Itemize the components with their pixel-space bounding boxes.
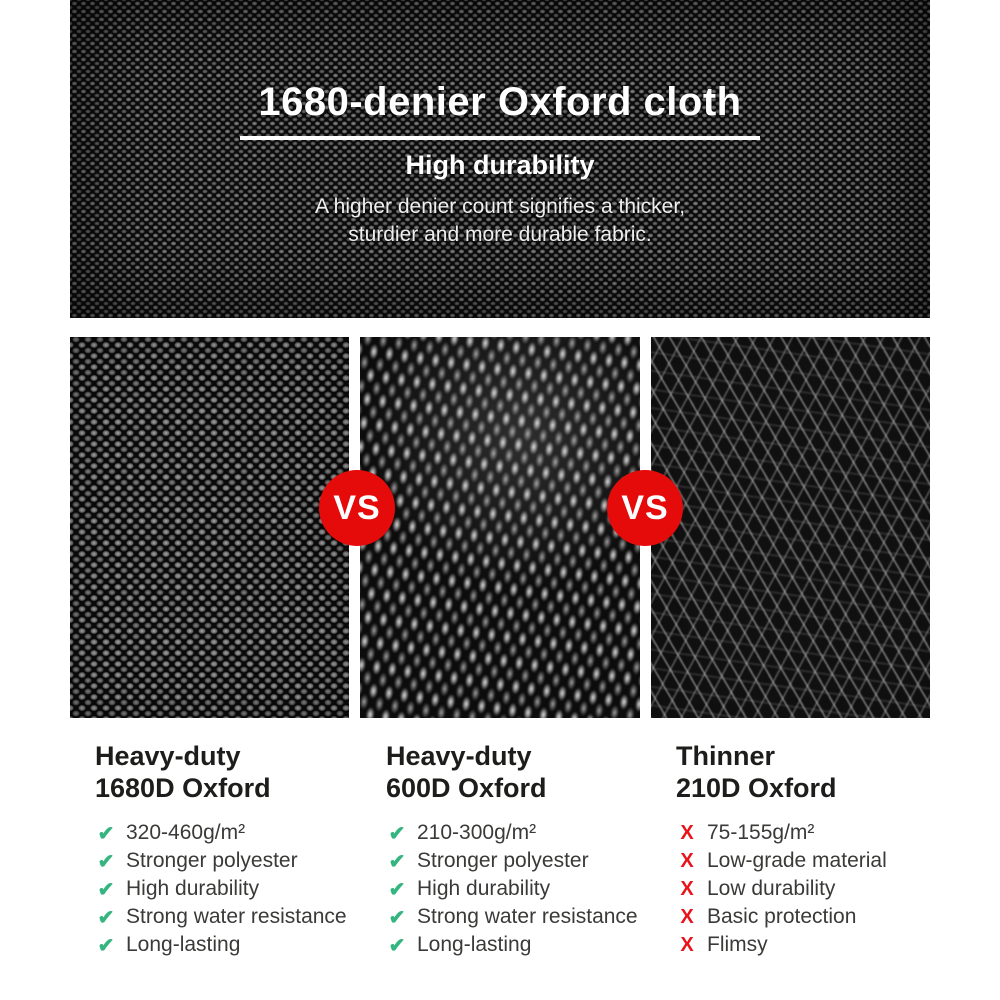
fabric-texture-210d — [651, 337, 930, 718]
column-heading-line1: Heavy-duty — [386, 741, 532, 771]
check-icon: ✔ — [388, 906, 406, 929]
fabric-swatch-1680d — [70, 337, 349, 718]
fabric-texture-1680d — [70, 337, 349, 718]
column-600d-oxford — [386, 740, 676, 959]
vs-badge-2-label: VS — [621, 488, 669, 527]
cross-icon: X — [680, 877, 694, 900]
feature-item — [386, 903, 676, 931]
column-heading — [676, 740, 936, 804]
cross-icon: X — [680, 933, 694, 956]
column-heading — [95, 740, 386, 804]
hero-description-line2: sturdier and more durable fabric. — [348, 223, 652, 246]
feature-label: Strong water resistance — [126, 905, 347, 928]
vs-badge-1 — [319, 470, 395, 546]
feature-label: 210-300g/m² — [417, 821, 537, 844]
vs-badge-2 — [607, 470, 683, 546]
feature-label: Low-grade material — [707, 849, 887, 872]
check-icon: ✔ — [97, 850, 115, 873]
feature-label: Low durability — [707, 877, 836, 900]
check-icon: ✔ — [97, 878, 115, 901]
column-heading — [386, 740, 676, 804]
feature-label: Flimsy — [707, 933, 768, 956]
feature-label: Strong water resistance — [417, 905, 638, 928]
column-heading-line2: 600D Oxford — [386, 773, 547, 803]
check-icon: ✔ — [388, 822, 406, 845]
check-icon: ✔ — [97, 934, 115, 957]
hero-description — [70, 193, 930, 249]
feature-label: Long-lasting — [417, 933, 532, 956]
column-210d-oxford — [676, 740, 936, 959]
feature-item — [95, 931, 386, 959]
check-icon: ✔ — [388, 934, 406, 957]
feature-list — [95, 819, 386, 959]
feature-label: High durability — [417, 877, 551, 900]
feature-item — [95, 875, 386, 903]
cross-icon: X — [680, 821, 694, 844]
column-heading-line2: 1680D Oxford — [95, 773, 271, 803]
cross-icon: X — [680, 849, 694, 872]
column-heading-line1: Heavy-duty — [95, 741, 241, 771]
title-underline — [240, 136, 760, 140]
feature-item — [676, 931, 936, 959]
feature-item — [386, 819, 676, 847]
feature-label: 75-155g/m² — [707, 821, 815, 844]
hero-subtitle: High durability — [405, 150, 595, 180]
fabric-swatch-600d — [360, 337, 639, 718]
fabric-swatch-210d — [651, 337, 930, 718]
hero-title: 1680-denier Oxford cloth — [258, 80, 742, 124]
fabric-texture-600d — [360, 337, 639, 718]
feature-item — [95, 903, 386, 931]
feature-list — [386, 819, 676, 959]
feature-list — [676, 819, 936, 959]
fabric-comparison-row — [70, 337, 930, 718]
feature-item — [386, 847, 676, 875]
feature-item — [386, 931, 676, 959]
feature-label: Long-lasting — [126, 933, 241, 956]
column-heading-line2: 210D Oxford — [676, 773, 837, 803]
feature-item — [676, 847, 936, 875]
hero-banner — [70, 0, 930, 318]
feature-item — [95, 819, 386, 847]
vs-badge-1-label: VS — [333, 488, 381, 527]
column-1680d-oxford — [95, 740, 386, 959]
check-icon: ✔ — [97, 906, 115, 929]
feature-label: High durability — [126, 877, 260, 900]
feature-item — [676, 819, 936, 847]
feature-item — [676, 875, 936, 903]
check-icon: ✔ — [388, 878, 406, 901]
feature-label: Stronger polyester — [417, 849, 589, 872]
feature-item — [95, 847, 386, 875]
feature-item — [676, 903, 936, 931]
hero-description-line1: A higher denier count signifies a thicker, — [314, 195, 686, 218]
feature-label: 320-460g/m² — [126, 821, 246, 844]
feature-label: Basic protection — [707, 905, 857, 928]
check-icon: ✔ — [388, 850, 406, 873]
check-icon: ✔ — [97, 822, 115, 845]
column-heading-line1: Thinner — [676, 741, 775, 771]
feature-label: Stronger polyester — [126, 849, 298, 872]
cross-icon: X — [680, 905, 694, 928]
feature-item — [386, 875, 676, 903]
comparison-columns — [95, 740, 955, 959]
